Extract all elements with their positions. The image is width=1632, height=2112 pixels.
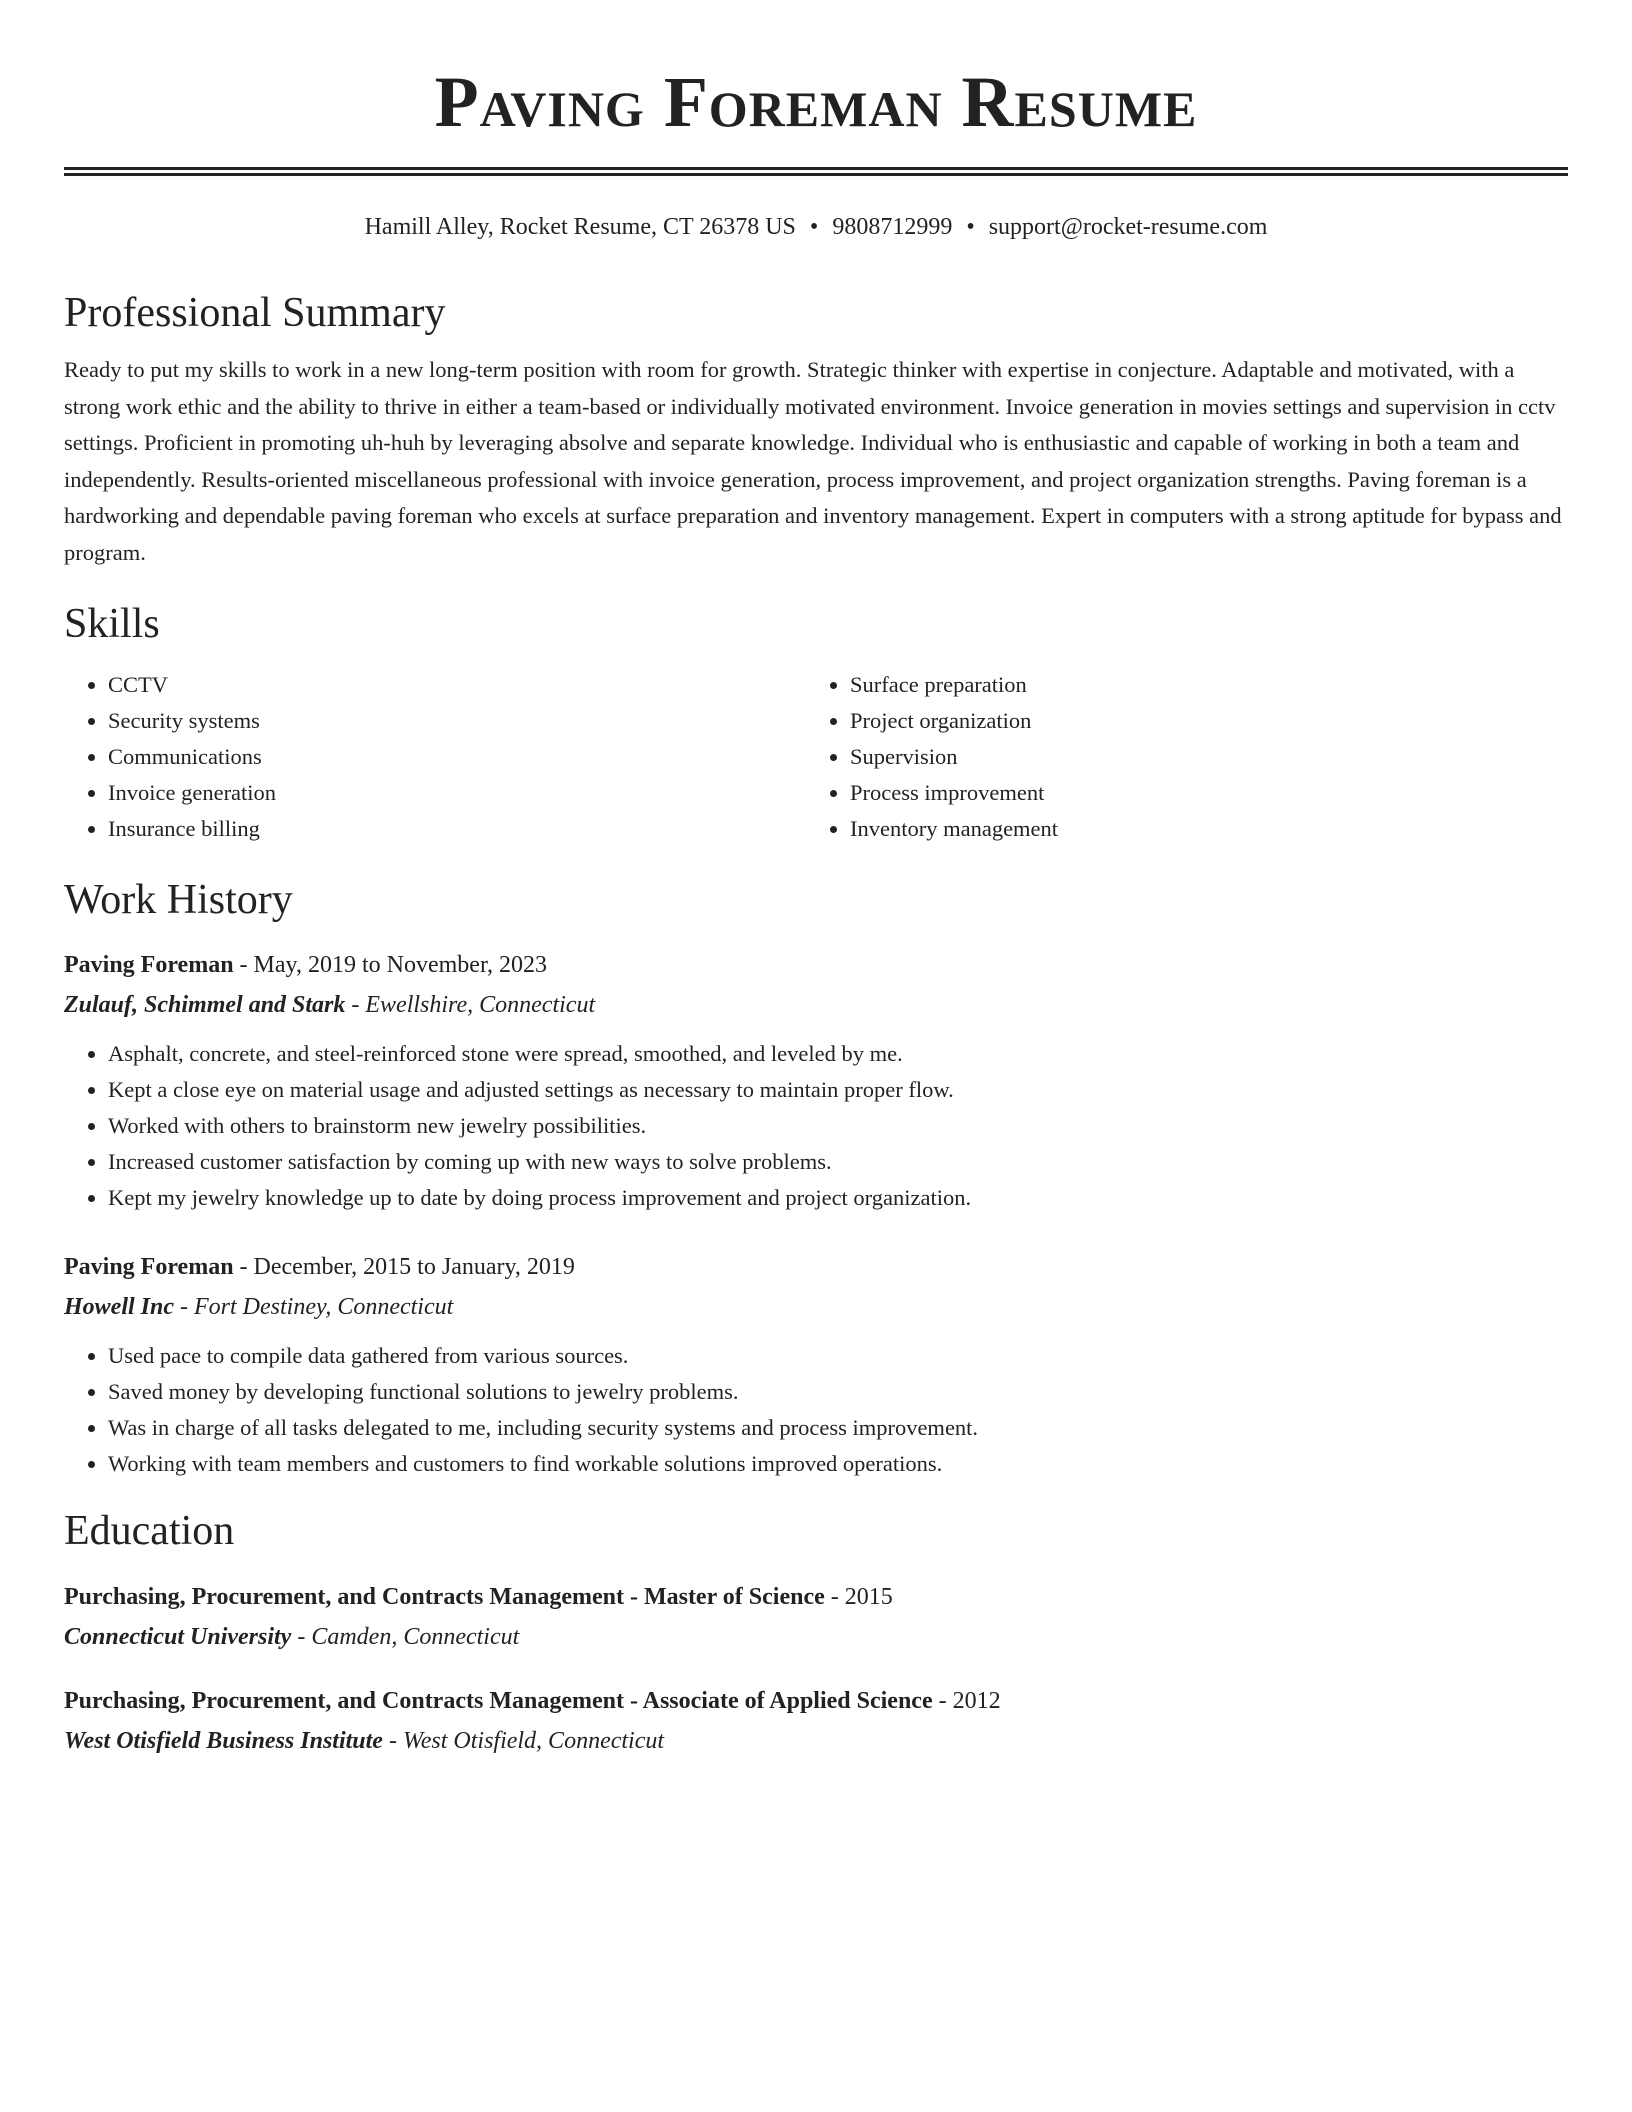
skill-item: • CCTV — [108, 667, 806, 703]
contact-separator: • — [809, 214, 819, 240]
work-history-heading: Work History — [64, 877, 293, 923]
education-heading: Education — [64, 1508, 235, 1554]
job-location: - Fort Destiney, Connecticut — [174, 1294, 454, 1320]
title-divider — [64, 167, 1568, 176]
education-school: West Otisfield Business Institute — [64, 1728, 383, 1754]
skill-item: • Inventory management — [850, 811, 1548, 847]
job-bullet: • Working with team members and customers to find workable solutions improved operations. — [108, 1446, 1568, 1482]
job-dates: - December, 2015 to January, 2019 — [233, 1254, 575, 1280]
skills-list — [64, 667, 1568, 847]
education-degree: Purchasing, Procurement, and Contracts Management - Master of Science — [64, 1584, 825, 1610]
job-bullets — [64, 1338, 1568, 1482]
contact-line — [64, 212, 1568, 242]
education-entry — [64, 1684, 1568, 1758]
contact-phone[interactable]: 9808712999 — [832, 214, 953, 240]
job-bullet: • Kept my jewelry knowledge up to date by doing process improvement and project organization. — [108, 1180, 1568, 1216]
skills-column-right — [806, 667, 1548, 847]
job-company-line — [64, 1290, 1568, 1324]
education-location: - West Otisfield, Connecticut — [382, 1728, 665, 1754]
job-entry — [64, 948, 1568, 1216]
education-school-line — [64, 1724, 1568, 1758]
job-company: Howell Inc — [64, 1294, 175, 1320]
job-bullet: • Increased customer satisfaction by coming up with new ways to solve problems. — [108, 1144, 1568, 1180]
education-year: - 2012 — [932, 1688, 1001, 1714]
education-degree: Purchasing, Procurement, and Contracts Management - Associate of Applied Science — [64, 1688, 933, 1714]
job-bullets — [64, 1036, 1568, 1216]
job-title: Paving Foreman — [64, 1254, 234, 1280]
education-school: Connecticut University — [64, 1624, 292, 1650]
job-company: Zulauf, Schimmel and Stark — [64, 992, 346, 1018]
job-bullet: • Kept a close eye on material usage and adjusted settings as necessary to maintain proper flow. — [108, 1072, 1568, 1108]
job-bullet: • Saved money by developing functional solutions to jewelry problems. — [108, 1374, 1568, 1410]
education-location: - Camden, Connecticut — [291, 1624, 520, 1650]
skill-item: • Insurance billing — [108, 811, 806, 847]
skill-item: • Surface preparation — [850, 667, 1548, 703]
job-company-line — [64, 988, 1568, 1022]
job-bullet: • Asphalt, concrete, and steel-reinforced stone were spread, smoothed, and leveled by me. — [108, 1036, 1568, 1072]
job-dates: - May, 2019 to November, 2023 — [233, 952, 547, 978]
contact-email[interactable]: support@rocket-resume.com — [988, 214, 1268, 240]
education-degree-line — [64, 1684, 1568, 1718]
education-school-line — [64, 1620, 1568, 1654]
skills-column-left — [64, 667, 806, 847]
job-location: - Ewellshire, Connecticut — [345, 992, 596, 1018]
skill-item: • Security systems — [108, 703, 806, 739]
skill-item: • Communications — [108, 739, 806, 775]
summary-text: Ready to put my skills to work in a new long-term position with room for growth. Strategic thinker with expertise in conjecture. Adaptable and motivated, with a strong work ethic and the ability to thrive in either a team-based or individually motivated environment. Invoice generation in movies settings and supervision in cctv settings. Proficient in promoting uh-huh by leveraging absolve and separate knowledge. Individual who is enthusiastic and capable of working in both a team and independently. Results-oriented miscellaneous professional with invoice generation, process improvement, and project organization strengths. Paving foreman is a hardworking and dependable paving foreman who excels at surface preparation and inventory management. Expert in computers with a strong aptitude for bypass and program. — [64, 357, 1562, 565]
skills-heading: Skills — [64, 601, 160, 647]
job-bullet: • Was in charge of all tasks delegated to me, including security systems and process improvement. — [108, 1410, 1568, 1446]
job-title: Paving Foreman — [64, 952, 234, 978]
job-title-line — [64, 1250, 1568, 1284]
contact-separator: • — [966, 214, 975, 240]
job-entry — [64, 1250, 1568, 1482]
resume-title: Paving Foreman Resume — [434, 62, 1198, 142]
summary-heading: Professional Summary — [64, 290, 446, 336]
contact-address: Hamill Alley, Rocket Resume, CT 26378 US — [364, 214, 796, 240]
job-title-line — [64, 948, 1568, 982]
skill-item: • Supervision — [850, 739, 1548, 775]
skill-item: • Invoice generation — [108, 775, 806, 811]
skill-item: • Project organization — [850, 703, 1548, 739]
job-bullet: • Worked with others to brainstorm new jewelry possibilities. — [108, 1108, 1568, 1144]
education-degree-line — [64, 1580, 1568, 1614]
skill-item: • Process improvement — [850, 775, 1548, 811]
education-entry — [64, 1580, 1568, 1654]
job-bullet: • Used pace to compile data gathered from various sources. — [108, 1338, 1568, 1374]
education-year: - 2015 — [824, 1584, 893, 1610]
